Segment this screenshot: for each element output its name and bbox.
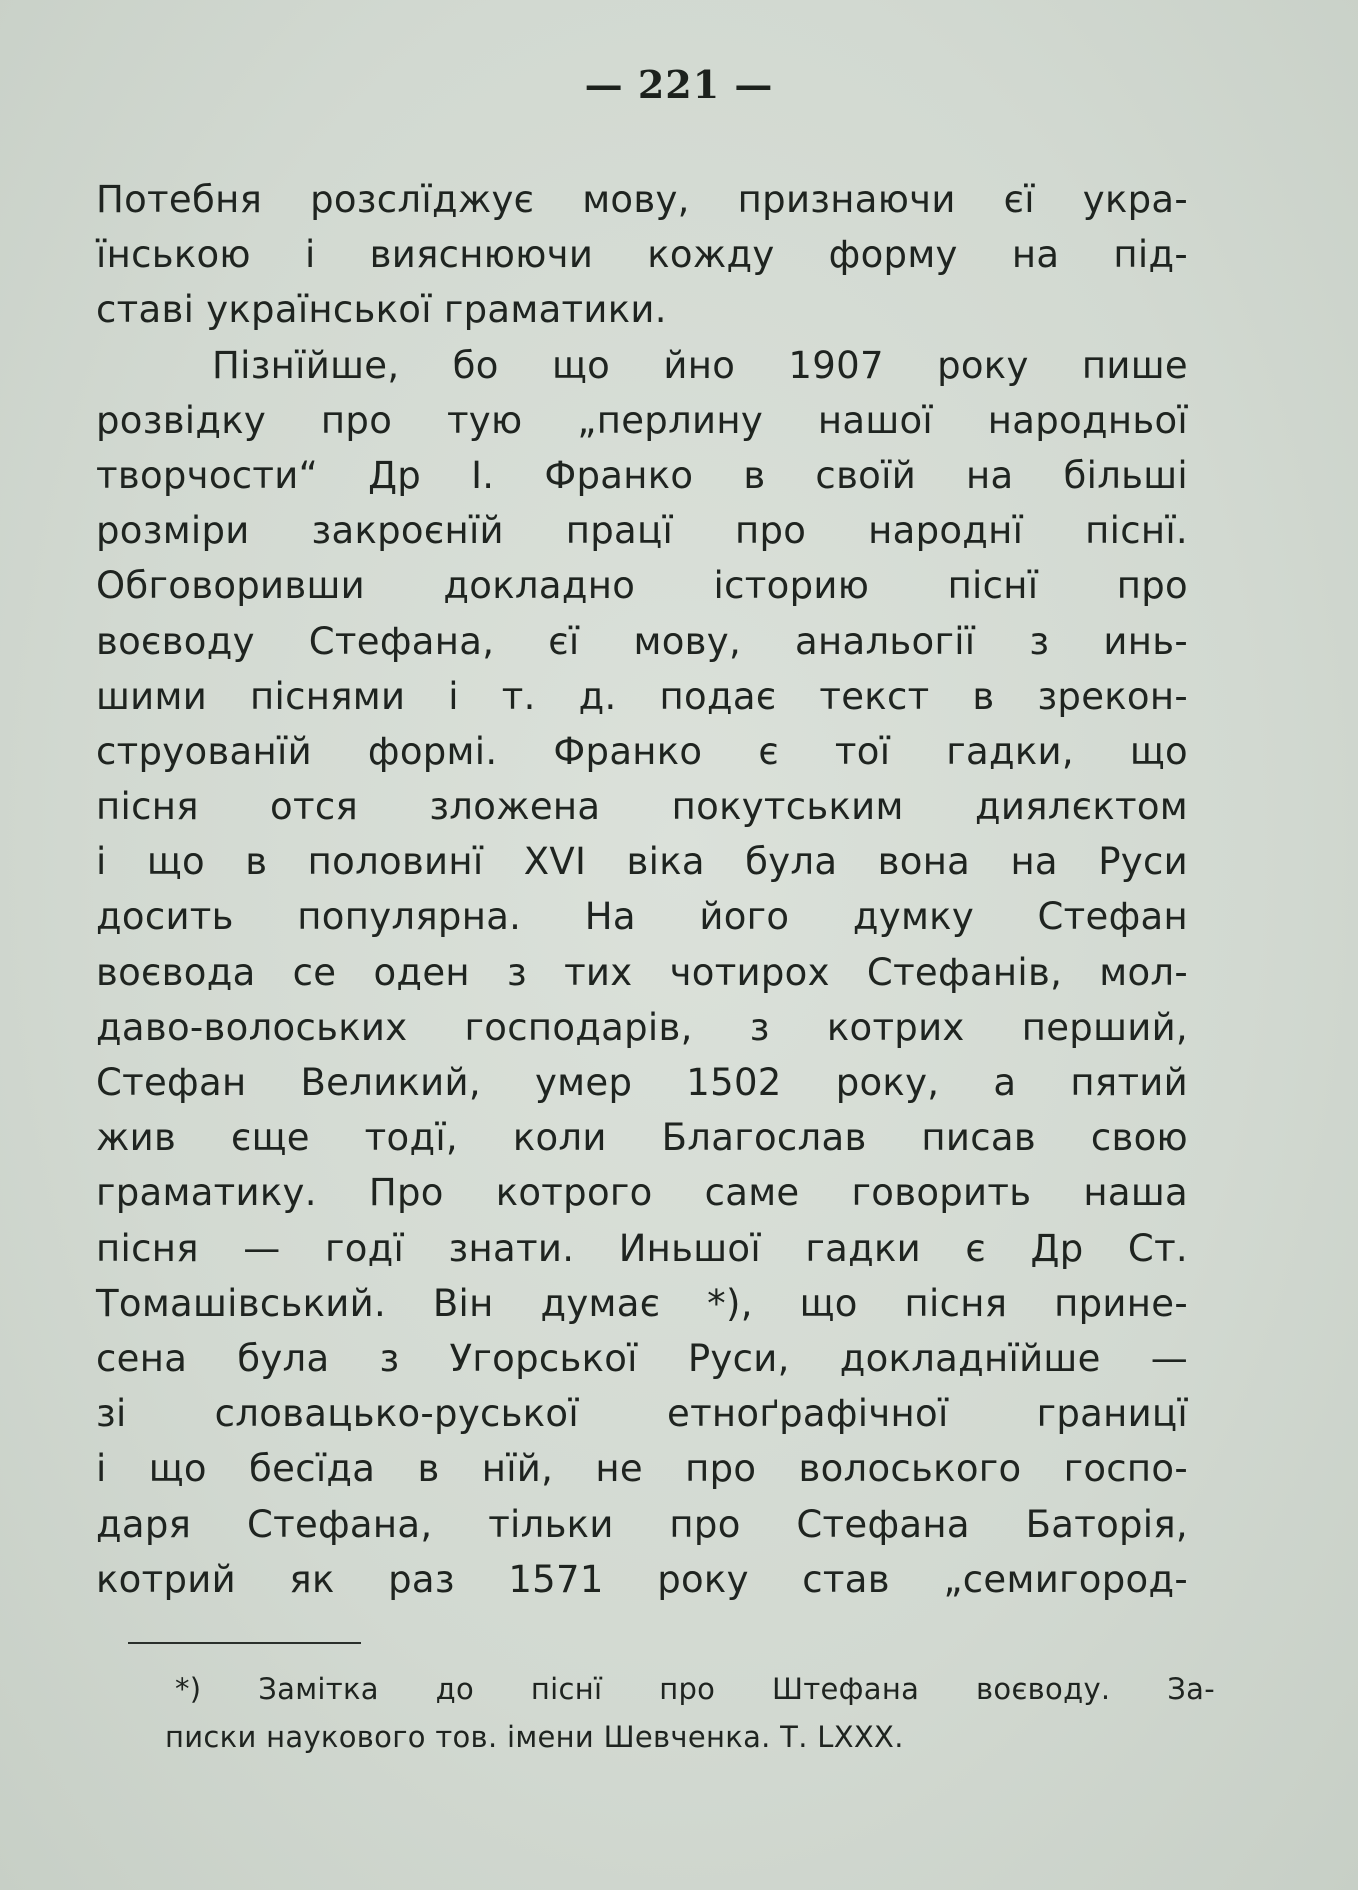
text-line: досить популярна. На його думку Стефан <box>96 895 1188 939</box>
footnote-line: писки наукового тов. імени Шевченка. Т. LXXX. <box>165 1720 904 1754</box>
text-line: пісня отся зложена покутським диялєктом <box>96 785 1188 829</box>
footnote-line: *) Замітка до піснї про Штефана воєводу. За- <box>175 1672 1215 1706</box>
text-line: ставі української граматики. <box>96 288 667 332</box>
page-number: — 221 — <box>584 62 774 107</box>
text-line: Потебня розслїджує мову, признаючи єї укра- <box>96 178 1188 221</box>
text-line: Пізнїйше, бо що йно 1907 року пише <box>212 343 1188 387</box>
text-line: даво-волоських господарів, з котрих перший, <box>96 1005 1188 1049</box>
text-line: і що бесїда в нїй, не про волоського госпо- <box>96 1447 1188 1491</box>
footnote-divider <box>128 1642 361 1644</box>
text-line: шими піснями і т. д. подає текст в зрекон- <box>96 674 1188 718</box>
text-line: жив єще тодї, коли Благослав писав свою <box>96 1116 1188 1160</box>
text-line: сена була з Угорської Руси, докладнїйше — <box>96 1336 1188 1380</box>
body-text <box>96 172 1188 1607</box>
text-line: граматику. Про котрого саме говорить наша <box>96 1171 1188 1215</box>
footnote <box>165 1665 1215 1761</box>
text-line: зі словацько-руської етноґрафічної границї <box>96 1392 1188 1436</box>
text-line: творчости“ Др І. Франко в своїй на більші <box>96 453 1188 497</box>
text-line: Обговоривши докладно історию піснї про <box>96 564 1188 608</box>
text-line: даря Стефана, тільки про Стефана Баторія, <box>96 1502 1188 1546</box>
text-line: Томашівський. Він думає *), що пісня прине- <box>96 1281 1188 1325</box>
text-line: котрий як раз 1571 року став „семигород- <box>96 1557 1188 1601</box>
text-line: розвідку про тую „перлину нашої народньої <box>96 398 1188 442</box>
text-line: пісня — годї знати. Иньшої гадки є Др Ст. <box>96 1226 1188 1270</box>
text-line: і що в половинї XVI віка була вона на Руси <box>96 840 1188 884</box>
text-line: воєвода се оден з тих чотирох Стефанів, мол- <box>96 950 1188 994</box>
text-line: їнською і вияснюючи кожду форму на під- <box>96 233 1188 277</box>
text-line: Стефан Великий, умер 1502 року, а пятий <box>96 1061 1188 1104</box>
text-line: воєводу Стефана, єї мову, анальогії з инь- <box>96 619 1188 663</box>
text-line: струованїй формі. Франко є тої гадки, що <box>96 729 1188 773</box>
text-line: розміри закроєнїй працї про народнї піснї. <box>96 509 1188 553</box>
